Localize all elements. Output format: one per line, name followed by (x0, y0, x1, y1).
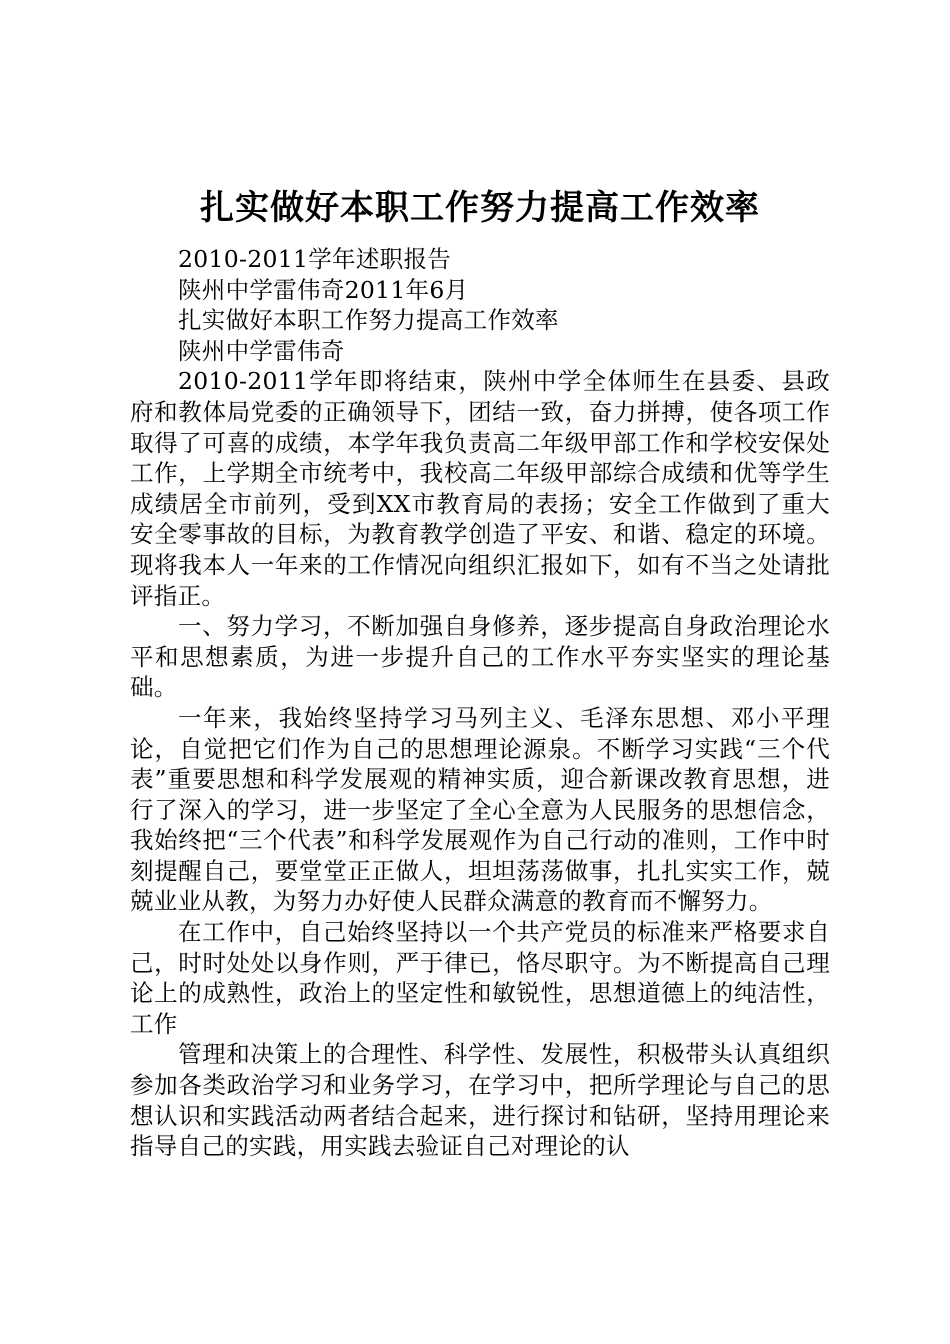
paragraph-study-theory: 一年来，我始终坚持学习马列主义、毛泽东思想、邓小平理论，自觉把它们作为自己的思想理论源泉。不断学习实践“三个代表”重要思想和科学发展观的精神实质，迎合新课改教育思想，进行了深入的学习，进一步坚定了全心全意为人民服务的思想信念，我始终把“三个代表”和科学发展观作为自己行动的准则，工作中时刻提醒自己，要堂堂正正做人，坦坦荡荡做事，扎扎实实工作，兢兢业业从教，为努力办好使人民群众满意的教育而不懈努力。 (130, 703, 830, 916)
paragraph-section-one-heading: 一、努力学习，不断加强自身修养，逐步提高自身政治理论水平和思想素质，为进一步提升自己的工作水平夯实坚实的理论基础。 (130, 612, 830, 702)
paragraph-party-standard: 在工作中，自己始终坚持以一个共产党员的标准来严格要求自己，时时处处以身作则，严于律已，恪尽职守。为不断提高自己理论上的成熟性，政治上的坚定性和敏锐性，思想道德上的纯洁性，工作 (130, 918, 830, 1038)
paragraph-management: 管理和决策上的合理性、科学性、发展性，积极带头认真组织参加各类政治学习和业务学习，在学习中，把所学理论与自己的思想认识和实践活动两者结合起来，进行探讨和钻研，坚持用理论来指导自己的实践，用实践去验证自己对理论的认 (130, 1040, 830, 1161)
report-heading-line: 2010-2011学年述职报告 (178, 245, 452, 273)
paragraph-intro: 2010-2011学年即将结束，陕州中学全体师生在县委、县政府和教体局党委的正确领导下，团结一致，奋力拼搏，使各项工作取得了可喜的成绩，本学年我负责高二年级甲部工作和学校安保处工作，上学期全市统考中，我校高二年级甲部综合成绩和优等学生成绩居全市前列，受到XX市教育局的表扬；安全工作做到了重大安全零事故的目标，为教育教学创造了平安、和谐、稳定的环境。现将我本人一年来的工作情况向组织汇报如下，如有不当之处请批评指正。 (130, 367, 830, 610)
author-line: 陕州中学雷伟奇 (178, 336, 345, 365)
author-date-line: 陕州中学雷伟奇2011年6月 (178, 275, 469, 304)
document-page (130, 182, 830, 1162)
repeated-title-line: 扎实做好本职工作努力提高工作效率 (178, 306, 559, 335)
document-title: 扎实做好本职工作努力提高工作效率 (200, 188, 760, 228)
